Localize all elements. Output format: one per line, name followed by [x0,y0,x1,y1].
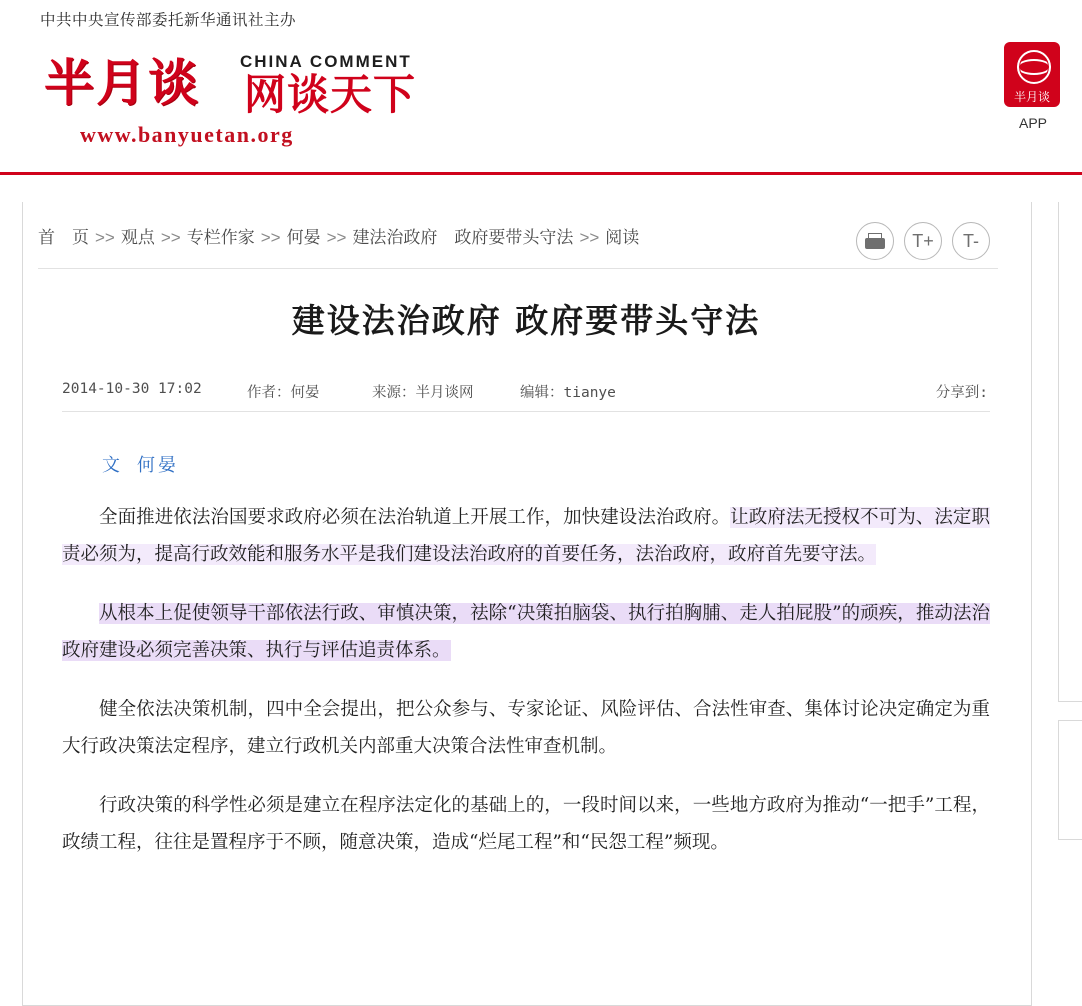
article-source: 来源：半月谈网 [372,384,474,401]
app-badge-name: 半月谈 [1004,88,1060,107]
globe-icon [1004,42,1060,88]
article-body [62,499,990,861]
article-paragraph [62,499,990,573]
article-toolbar [856,222,990,260]
highlighted-text: 从根本上促使领导干部依法行政、审慎决策，祛除“决策拍脑袋、执行拍胸脯、走人拍屁股”的顽疾，推动法治政府建设必须完善决策、执行与评估追责体系。 [62,602,990,661]
article-byline [62,451,990,477]
paragraph-text: 行政决策的科学性必须是建立在程序法定化的基础上的，一段时间以来，一些地方政府为推动“一把手”工程，政绩工程，往往是置程序于不顾，随意决策，造成“烂尾工程”和“民怨工程”频现。 [62,794,990,853]
breadcrumb-separator: >> [579,228,600,247]
share-label[interactable]: 分享到: [935,384,988,401]
sidebar-panel-top [1058,202,1082,702]
breadcrumb-item-author[interactable]: 何晏 [286,228,321,248]
breadcrumb [38,226,998,250]
breadcrumb-item-read[interactable]: 阅读 [605,228,640,248]
logo-url-text: www.banyuetan.org [80,122,294,147]
app-label: APP [1018,115,1047,131]
breadcrumb-item-viewpoint[interactable]: 观点 [120,228,155,248]
logo-subtitle-text: 网谈天下 [244,70,417,119]
site-logo[interactable] [44,52,474,152]
highlighted-text: 让政府法无授权不可为、法定职责必须为，提高行政效能和服务水平是我们建设法治政府的首要任务，法治政府，政府首先要守法。 [62,506,990,565]
sponsor-line: 中共中央宣传部委托新华通讯社主办 [40,11,297,29]
article-meta [62,381,990,415]
breadcrumb-item-columnists[interactable]: 专栏作家 [186,228,255,248]
font-decrease-button[interactable]: T- [952,222,990,260]
logo-main-text: 半月谈 [44,53,200,112]
breadcrumb-separator: >> [95,228,115,247]
paragraph-text: 健全依法决策机制，四中全会提出，把公众参与、专家论证、风险评估、合法性审查、集体讨论决定确定为重大行政决策法定程序，建立行政机关内部重大决策合法性审查机制。 [62,698,990,757]
header-divider [0,172,1082,175]
byline-prefix: 文 [102,454,123,476]
article-author: 作者：何晏 [247,384,320,401]
breadcrumb-separator: >> [160,228,181,247]
meta-divider [62,411,990,412]
app-download-badge[interactable] [1004,42,1062,131]
article-paragraph [62,595,990,669]
article [62,300,990,861]
article-datetime: 2014-10-30 17:02 [62,380,202,397]
logo-english-text: CHINA COMMENT [240,52,412,71]
breadcrumb-item-article[interactable]: 建法治政府 政府要带头守法 [352,228,574,248]
breadcrumb-row [38,226,998,274]
article-editor: 编辑：tianye [520,384,616,401]
breadcrumb-item-home[interactable]: 首 页 [38,228,89,248]
breadcrumb-divider [38,268,998,269]
page-title: 建设法治政府 政府要带头守法 [291,301,761,340]
sidebar-panel-bottom [1058,720,1082,840]
paragraph-text: 全面推进依法治国要求政府必须在法治轨道上开展工作，加快建设法治政府。 [99,506,731,528]
breadcrumb-separator: >> [260,228,281,247]
printer-icon [865,233,885,249]
breadcrumb-separator: >> [326,228,347,247]
byline-author-link[interactable]: 何晏 [137,454,179,476]
print-button[interactable] [856,222,894,260]
article-paragraph [62,787,990,861]
article-paragraph [62,691,990,765]
font-increase-button[interactable]: T+ [904,222,942,260]
